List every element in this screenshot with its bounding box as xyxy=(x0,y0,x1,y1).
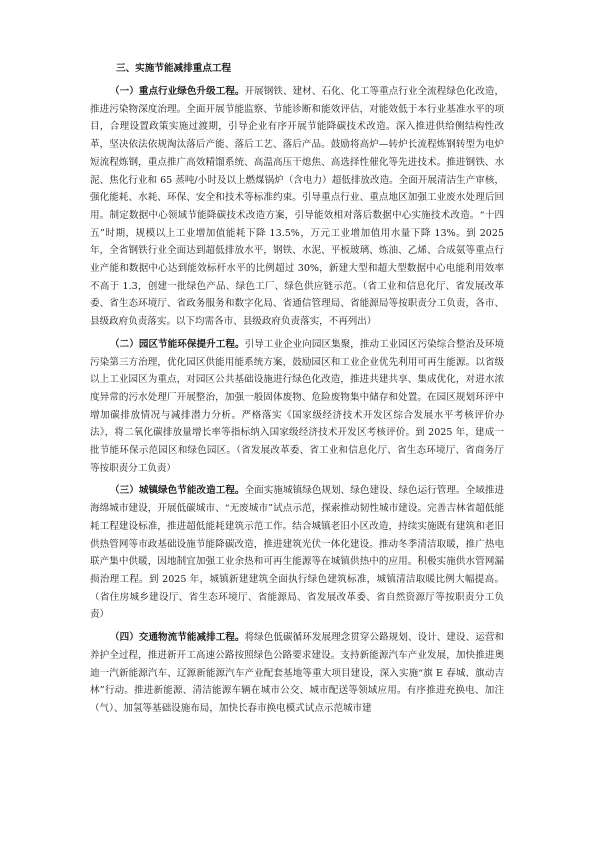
section-heading: 三、实施节能减排重点工程 xyxy=(116,63,232,74)
paragraph-text: 引导工业企业向园区集聚，推动工业园区污染综合整治及环境污染第三方治理，优化园区供能用能系统方案，鼓励园区和工业企业优先利用可再生能源。以省级以上工业园区为重点，对园区公共基础设施进行绿色化改造，推进共建共享、集成优化，对进水浓度异常的污水处理厂开展整治，加强一般固体废物、危险废物集中储存和处置。在园区规划环评中增加碳排放情况与减排潜力分析。严格落实《国家级经济技术开发区综合发展水平考核评价办法》，将二氧化碳排放量增长率等指标纳入国家级经济技术开发区考核评价。到 2025 年，建成一批节能环保示范园区和绿色园区。（省发展改革委、省工业和信息化厅、省生态环境厅、省商务厅等按职责分工负责） xyxy=(90,338,505,474)
document-body xyxy=(90,62,504,723)
paragraph-text: 将绿色低碳循环发展理念贯穿公路规划、设计、建设、运营和养护全过程，推进新开工高速公路按照绿色公路要求建设。支持新能源汽车产业发展，加快推进奥迪一汽新能源汽车、辽源新能源汽车产业配套基地等重大项目建设，深入实施“旗 E 春城、旗动吉林”行动。推进新能源、清洁能源车辆在城市公交、城市配送等领域应用。有序推进充换电、加注（气）、加氢等基础设施布局，加快长春市换电模式试点示范城市建 xyxy=(90,632,505,714)
paragraph-transport-logistics xyxy=(90,629,504,718)
paragraph-lead: （三）城镇绿色节能改造工程。 xyxy=(110,485,245,497)
paragraph-text: 开展钢铁、建材、石化、化工等重点行业全流程绿色化改造，推进污染物深度治理。全面开展节能监察、节能诊断和能效评估，对能效低于本行业基准水平的项目，合理设置政策实施过渡期，引导企业有序开展节能降碳技术改造。深入推进供给侧结构性改革，坚决依法依规淘汰落后产能、落后工艺、落后产品。鼓励将高炉—转炉长流程炼钢转型为电炉短流程炼钢，重点推广高效精馏系统、高温高压干熄焦、高选择性催化等先进技术。推进钢铁、水泥、焦化行业和 65 蒸吨/小时及以上燃煤锅炉（含电力）超低排放改造。全面开展清洁生产审核，强化能耗、水耗、环保、安全和技术等标准约束。引导重点行业、重点地区加强工业废水处理后回用。制定数据中心领域节能降碳技术改造方案，引导能效相对落后数据中心实施技术改造。“十四五”时期，规模以上工业增加值能耗下降 13.5%，万元工业增加值用水量下降 13%。到 2025 年，全省钢铁行业全面达到超低排放水平，钢铁、水泥、平板玻璃、炼油、乙烯、合成氨等重点行业产能和数据中心达到能效标杆水平的比例超过 30%，新建大型和超大型数据中心电能利用效率不高于 1.3，创建一批绿色产品、绿色工厂、绿色供应链示范。（省工业和信息化厅、省发展改革委、省生态环境厅、省政务服务和数字化局、省通信管理局、省能源局等按职责分工负责，各市、县级政府负责落实。以下均需各市、县级政府负责落实，不再列出） xyxy=(90,86,505,328)
paragraph-urban-retrofit xyxy=(90,482,504,624)
paragraph-industry-upgrade xyxy=(90,83,504,331)
paragraph-lead: （二）园区节能环保提升工程。 xyxy=(110,338,245,350)
paragraph-lead: （四）交通物流节能减排工程。 xyxy=(110,632,245,644)
paragraph-text: 全面实施城镇绿色规划、绿色建设、绿色运行管理。全域推进海绵城市建设，开展低碳城市、“无废城市”试点示范，探索推动韧性城市建设。完善吉林省超低能耗工程建设标准，推进超低能耗建筑示范工作。结合城镇老旧小区改造，持续实施既有建筑和老旧供热管网等市政基础设施节能降碳改造，推进建筑光伏一体化建设。推动冬季清洁取暖，推广热电联产集中供暖，因地制宜加强工业余热和可再生能源等在城镇供热中的应用。积极实施供水管网漏损治理工程。到 2025 年，城镇新建建筑全面执行绿色建筑标准，城镇清洁取暖比例大幅提高。（省住房城乡建设厅、省生态环境厅、省能源局、省发展改革委、省自然资源厅等按职责分工负责） xyxy=(90,485,505,621)
paragraph-lead: （一）重点行业绿色升级工程。 xyxy=(110,86,245,97)
paragraph-park-upgrade xyxy=(90,336,504,478)
